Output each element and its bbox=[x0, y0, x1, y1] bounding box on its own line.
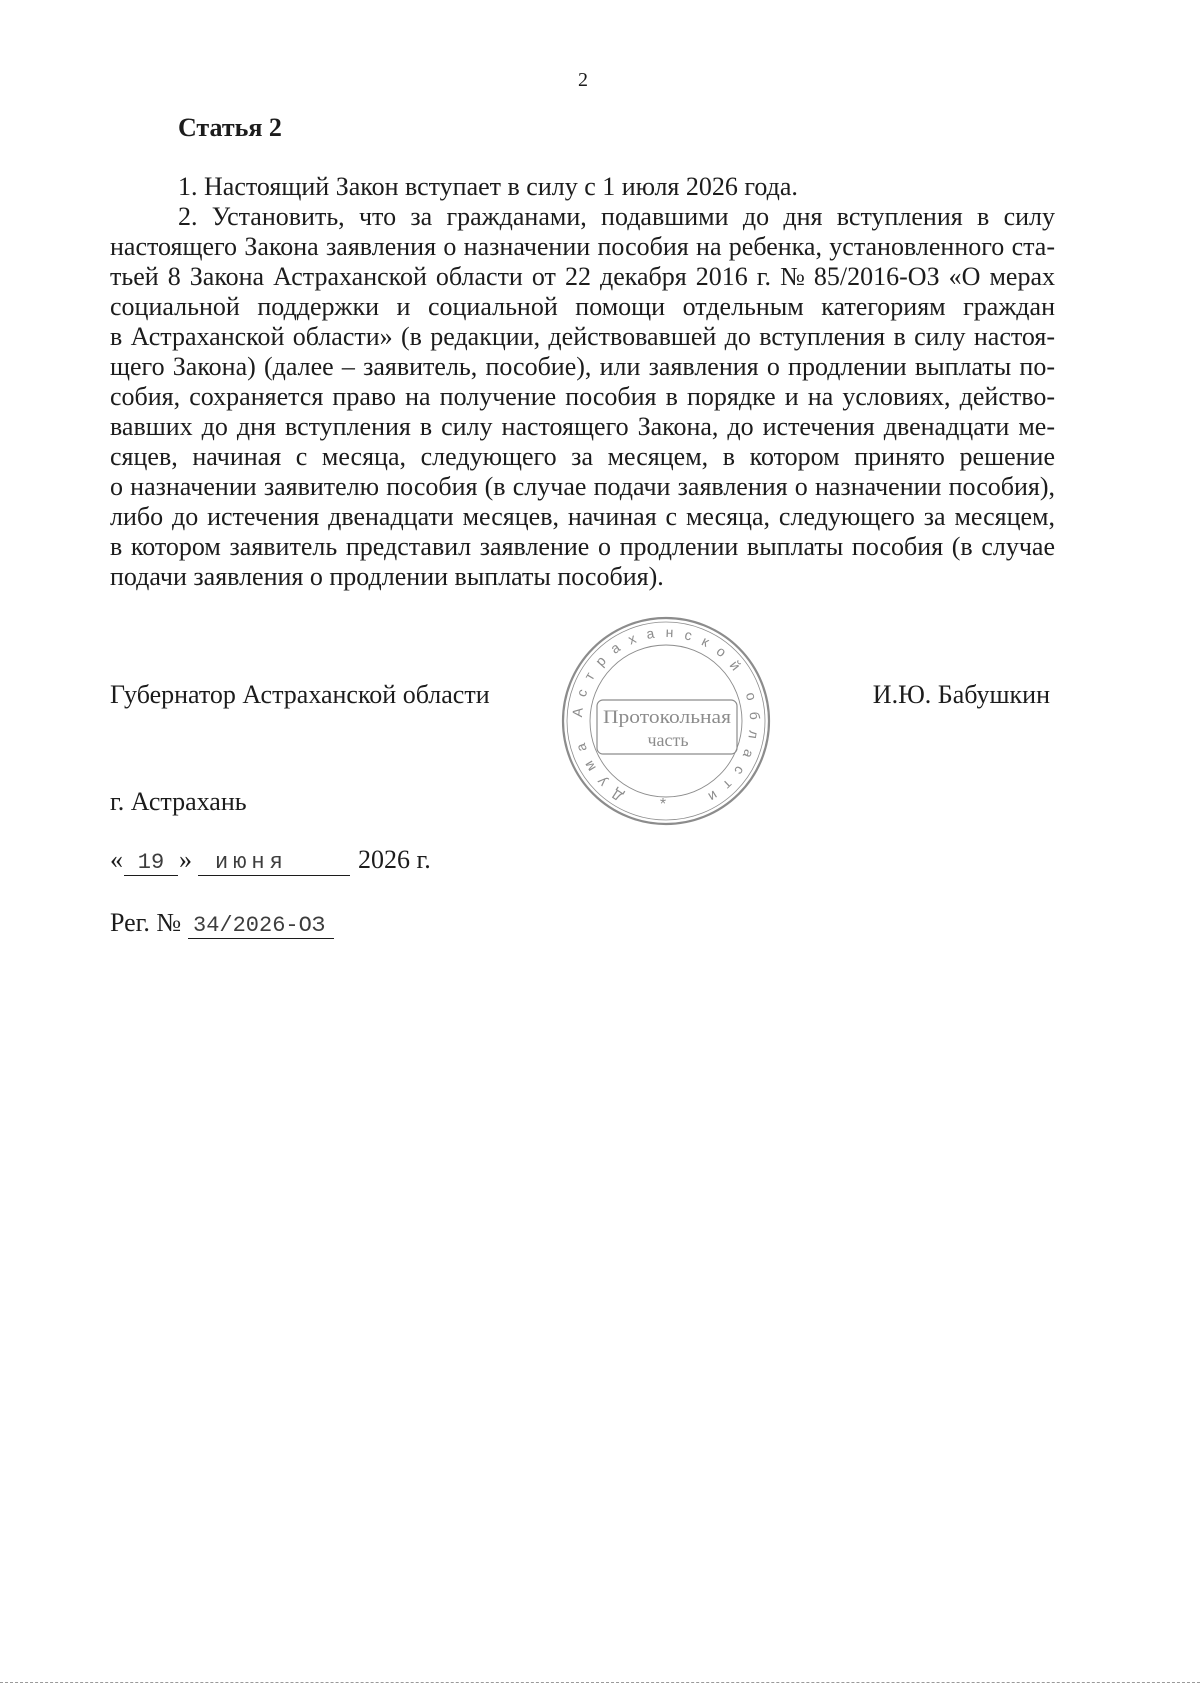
paragraph-2-line: в Астраханской области» (в редакции, действовавшей до вступления в силу настоя- bbox=[110, 322, 1055, 351]
paragraph-2-line: сяцев, начиная с месяца, следующего за месяцем, в котором принято решение bbox=[110, 442, 1055, 471]
date-month-field: июня bbox=[198, 845, 350, 876]
official-stamp bbox=[556, 611, 776, 831]
paragraph-2-line: подачи заявления о продлении выплаты пособия). bbox=[110, 562, 664, 591]
paragraph-2-line: собия, сохраняется право на получение пособия в порядке и на условиях, действо- bbox=[110, 382, 1055, 411]
stamp-star-mark: * bbox=[659, 796, 667, 813]
paragraph-2-line: щего Закона) (далее – заявитель, пособие), или заявления о продлении выплаты по- bbox=[110, 352, 1055, 381]
paragraph-2 bbox=[110, 202, 1055, 592]
paragraph-2-line: настоящего Закона заявления о назначении пособия на ребенка, установленного ста- bbox=[110, 232, 1055, 261]
paragraph-2-line: 2. Установить, что за гражданами, подавшими до дня вступления в силу bbox=[178, 202, 1055, 231]
stamp-center-line-1: Протокольная bbox=[603, 707, 732, 728]
paragraph-2-line: в котором заявитель представил заявление о продлении выплаты пособия (в случае bbox=[110, 532, 1055, 561]
paragraph-1: 1. Настоящий Закон вступает в силу с 1 июля 2026 года. bbox=[178, 172, 798, 201]
paragraph-2-line: тьей 8 Закона Астраханской области от 22 декабря 2016 г. № 85/2016-ОЗ «О мерах bbox=[110, 262, 1055, 291]
paragraph-2-line: вавших до дня вступления в силу настоящего Закона, до истечения двенадцати ме- bbox=[110, 412, 1055, 441]
signatory-title: Губернатор Астраханской области bbox=[110, 680, 490, 709]
scan-edge-line bbox=[0, 1682, 1200, 1683]
stamp-ring-text-content: Дума Астраханской области bbox=[569, 623, 764, 806]
date-day-field: 19 bbox=[124, 845, 178, 876]
place-of-signing: г. Астрахань bbox=[110, 787, 247, 816]
date-year: 2026 г. bbox=[358, 845, 431, 874]
signatory-name: И.Ю. Бабушкин bbox=[872, 680, 1050, 709]
date-close-quote: » bbox=[179, 845, 192, 874]
article-heading: Статья 2 bbox=[178, 113, 282, 142]
stamp-center-line-2: часть bbox=[647, 730, 689, 750]
page-number: 2 bbox=[578, 69, 588, 91]
registration-label: Рег. № bbox=[110, 908, 182, 937]
paragraph-2-line: о назначении заявителю пособия (в случае подачи заявления о назначении пособия), bbox=[110, 472, 1055, 501]
registration-number-field: 34/2026-ОЗ bbox=[188, 908, 334, 939]
paragraph-2-line: социальной поддержки и социальной помощи отдельным категориям граждан bbox=[110, 292, 1055, 321]
paragraph-2-line: либо до истечения двенадцати месяцев, начиная с месяца, следующего за месяцем, bbox=[110, 502, 1055, 531]
date-open-quote: « bbox=[110, 845, 123, 874]
